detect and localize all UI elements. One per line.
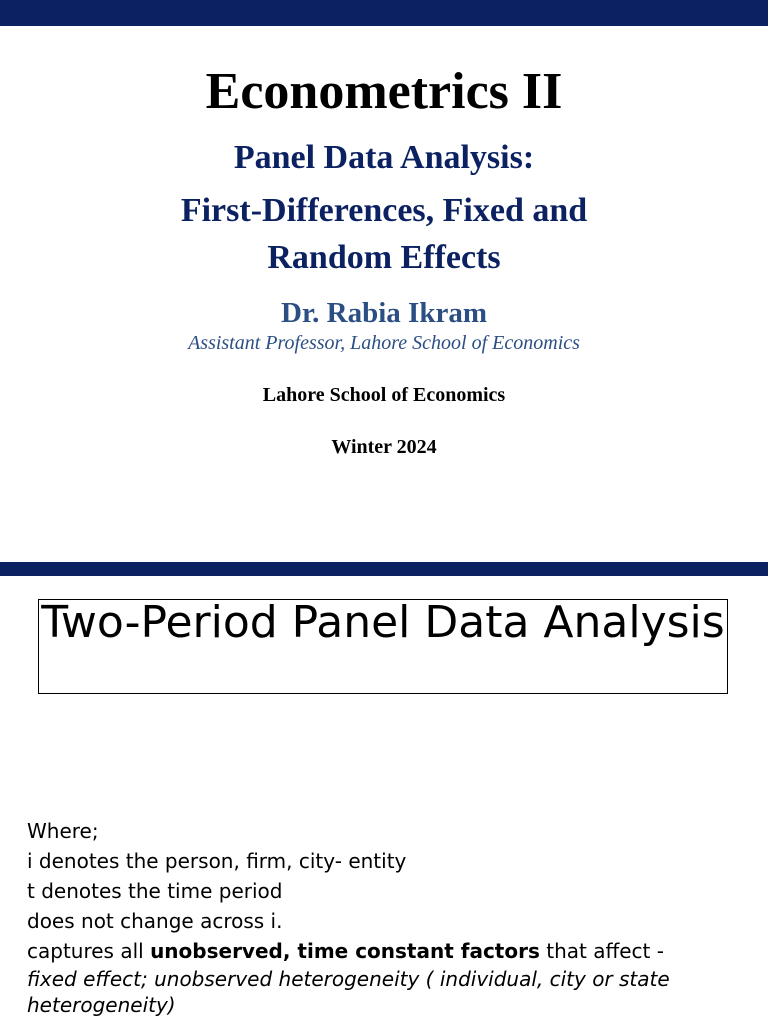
term: Winter 2024	[331, 436, 437, 458]
author-name: Dr. Rabia Ikram	[281, 297, 487, 329]
captures-prefix: captures all	[27, 939, 151, 963]
t-definition: t denotes the time period	[27, 879, 283, 903]
course-title: Econometrics II	[205, 63, 563, 120]
slide-divider-bar	[0, 562, 768, 576]
subtitle-line-3: Random Effects	[267, 239, 501, 276]
constant-definition: does not change across i.	[27, 909, 283, 933]
slide-title-box	[38, 599, 728, 694]
captures-bold: unobserved, time constant factors	[150, 939, 540, 963]
slide-title: Two-Period Panel Data Analysis	[41, 599, 725, 648]
where-line: Where;	[27, 819, 99, 843]
top-accent-bar	[0, 0, 768, 26]
institution: Lahore School of Economics	[262, 384, 506, 406]
captures-line	[27, 936, 727, 966]
fixed-effect-line: fixed effect; unobserved heterogeneity ( individual, city or state heterogeneity)	[27, 967, 670, 1017]
captures-suffix: that affect -	[539, 939, 664, 963]
i-definition: i denotes the person, firm, city- entity	[27, 849, 407, 873]
slide-body	[27, 816, 727, 1018]
subtitle-line-1: Panel Data Analysis:	[233, 139, 535, 176]
subtitle-line-2: First-Differences, Fixed and	[180, 192, 588, 229]
author-affiliation: Assistant Professor, Lahore School of Economics	[188, 332, 580, 354]
